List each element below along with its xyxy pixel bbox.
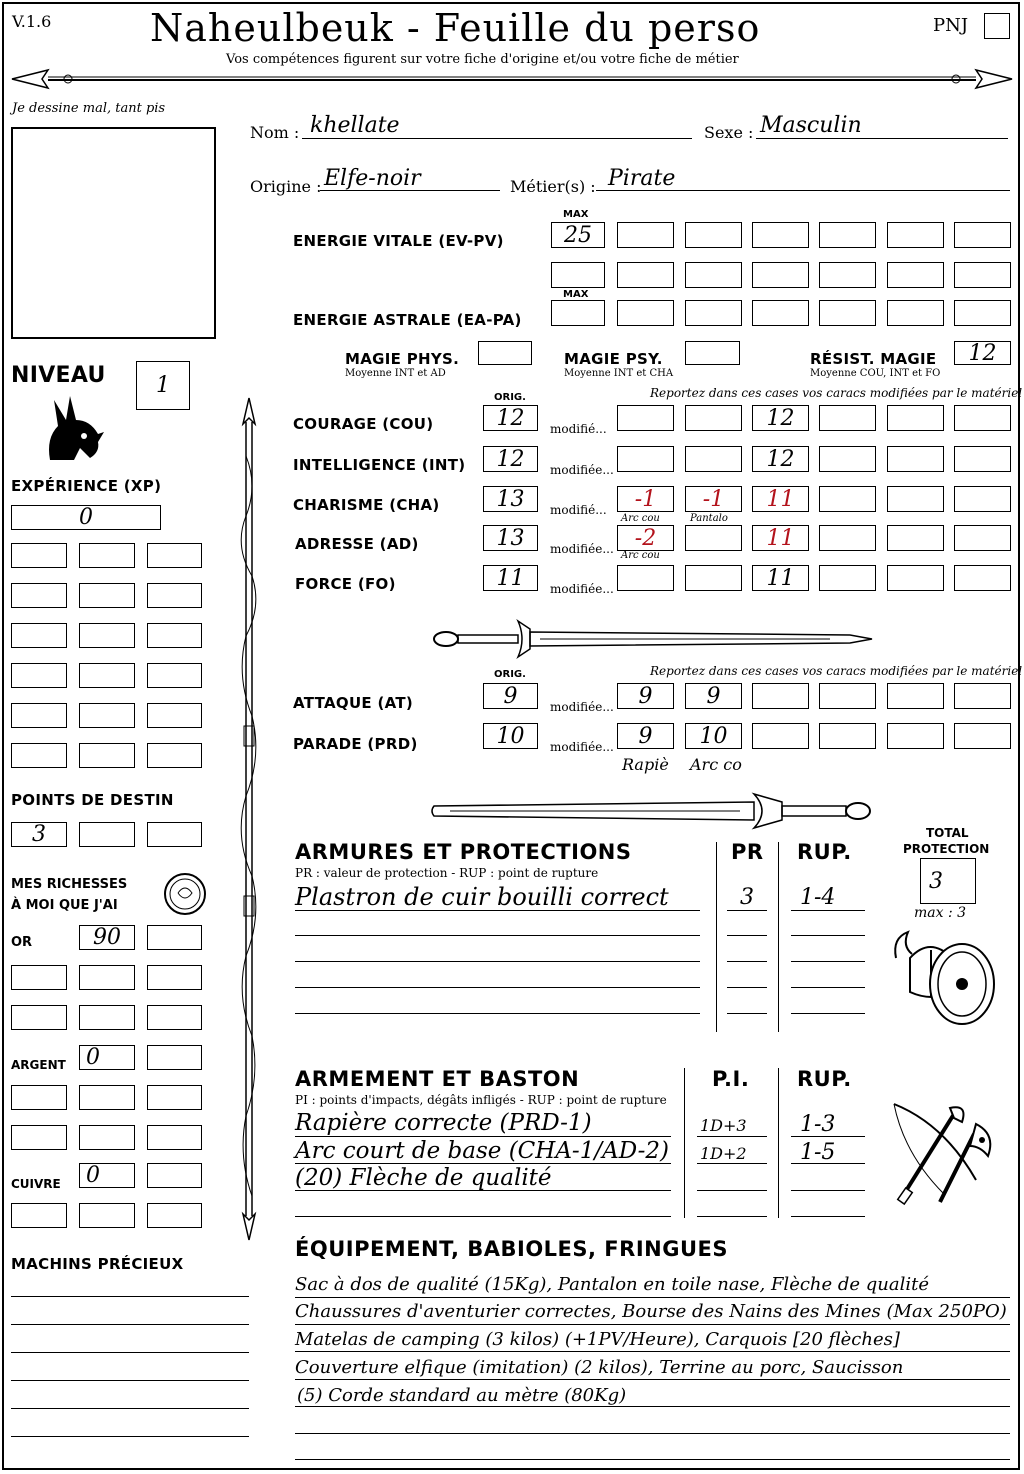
stat-mod-value bbox=[618, 447, 673, 471]
crossed-weapons-icon bbox=[884, 1094, 1000, 1212]
attaque-orig-value: 9 bbox=[503, 683, 518, 709]
combat-report-note: Reportez dans ces cases vos caracs modifiées par le matériel bbox=[650, 664, 1023, 678]
metier-label: Métier(s) : bbox=[510, 177, 596, 196]
armor-pr-line[interactable] bbox=[727, 961, 767, 962]
precieux-line[interactable] bbox=[11, 1380, 249, 1381]
machins-precieux-label: MACHINS PRÉCIEUX bbox=[11, 1255, 184, 1273]
xp-cell[interactable] bbox=[11, 543, 67, 568]
argent-value: 0 bbox=[86, 1045, 100, 1070]
parade-mod-value: 10 bbox=[699, 723, 728, 749]
stat-mod-note: Pantalo bbox=[690, 513, 728, 524]
armor-column-divider bbox=[778, 842, 779, 1032]
ev-box[interactable] bbox=[617, 262, 674, 288]
stat-orig-cou[interactable] bbox=[483, 405, 538, 431]
nom-label: Nom : bbox=[250, 123, 300, 142]
attaque-mod-box[interactable] bbox=[819, 683, 876, 709]
xp-cell[interactable] bbox=[79, 743, 135, 768]
sword-icon bbox=[430, 788, 874, 834]
xp-cell[interactable] bbox=[147, 743, 202, 768]
dragon-head-icon bbox=[40, 390, 106, 464]
weapon-rup-line[interactable] bbox=[791, 1216, 865, 1217]
xp-cell[interactable] bbox=[79, 703, 135, 728]
stat-mod-cell[interactable] bbox=[954, 565, 1011, 591]
argent-cell[interactable] bbox=[11, 1125, 67, 1150]
sword-icon bbox=[430, 615, 874, 661]
attaque-mod-box[interactable] bbox=[617, 683, 674, 709]
stat-mod-value: 11 bbox=[766, 525, 795, 551]
cuivre-cell[interactable] bbox=[11, 1203, 67, 1228]
richesses-label-2: À MOI QUE J'AI bbox=[11, 898, 118, 913]
stat-orig-value: 12 bbox=[496, 405, 525, 431]
stat-mod-int-3[interactable] bbox=[752, 446, 809, 472]
stat-mod-cell[interactable] bbox=[954, 405, 1011, 431]
equipment-line[interactable] bbox=[295, 1459, 1010, 1460]
stat-orig-value: 13 bbox=[496, 525, 525, 551]
attaque-mod-value: 9 bbox=[638, 683, 653, 709]
armor-title: ARMURES ET PROTECTIONS bbox=[295, 840, 632, 864]
ev-max-value: 25 bbox=[564, 222, 592, 248]
armor-item-name[interactable]: Plastron de cuir bouilli correct bbox=[295, 883, 669, 911]
portrait-box[interactable] bbox=[11, 127, 216, 339]
stat-orig-fo[interactable] bbox=[483, 565, 538, 591]
weapons-legend: PI : points d'impacts, dégâts infligés - RUP : point de rupture bbox=[295, 1093, 667, 1107]
parade-orig-value: 10 bbox=[496, 723, 525, 749]
parade-mod-box[interactable] bbox=[617, 723, 674, 749]
stat-mod-label: modifiée... bbox=[550, 463, 614, 477]
equipment-line[interactable] bbox=[295, 1433, 1010, 1434]
xp-cell[interactable] bbox=[147, 663, 202, 688]
ev-box[interactable] bbox=[954, 222, 1011, 248]
max-protection-note: max : 3 bbox=[914, 905, 967, 921]
stat-orig-value: 13 bbox=[496, 486, 525, 512]
xp-cell[interactable] bbox=[79, 623, 135, 648]
precieux-line[interactable] bbox=[11, 1408, 249, 1409]
armor-rup-line[interactable] bbox=[791, 935, 865, 936]
parade-mod-box[interactable] bbox=[887, 723, 944, 749]
stat-mod-value bbox=[618, 406, 673, 430]
stats-orig-label: ORIG. bbox=[494, 392, 526, 403]
cuivre-box[interactable] bbox=[79, 1163, 135, 1188]
weapons-column-divider bbox=[778, 1068, 779, 1218]
weapon-pi-line[interactable] bbox=[697, 1190, 767, 1191]
xp-cell[interactable] bbox=[11, 583, 67, 608]
stat-mod-cell[interactable] bbox=[819, 446, 876, 472]
armor-rup-header: RUP. bbox=[797, 840, 852, 864]
magie-psy-sub: Moyenne INT et CHA bbox=[564, 368, 674, 379]
weapon-line bbox=[295, 1136, 671, 1137]
destin-box[interactable] bbox=[79, 822, 135, 847]
stat-mod-value: -1 bbox=[702, 486, 725, 512]
resist-magie-label: RÉSIST. MAGIE bbox=[810, 350, 937, 368]
weapon-item-pi[interactable]: 1D+2 bbox=[700, 1144, 747, 1163]
parade-mod-box[interactable] bbox=[752, 723, 809, 749]
ev-box[interactable] bbox=[752, 262, 809, 288]
stat-mod-cou-2[interactable] bbox=[685, 405, 742, 431]
or-cell[interactable] bbox=[147, 1005, 202, 1030]
spear-divider-icon bbox=[8, 66, 1016, 94]
stat-mod-label: modifiée... bbox=[550, 582, 614, 596]
destin-label: POINTS DE DESTIN bbox=[11, 791, 174, 809]
stat-mod-value bbox=[618, 566, 673, 590]
version-label: V.1.6 bbox=[12, 12, 52, 31]
page-title: Naheulbeuk - Feuille du perso bbox=[150, 6, 761, 50]
stat-mod-value bbox=[686, 447, 741, 471]
magie-phys-value bbox=[479, 342, 531, 364]
armor-column-divider bbox=[716, 842, 717, 1032]
stat-mod-value bbox=[686, 406, 741, 430]
xp-value: 0 bbox=[79, 505, 93, 530]
stat-mod-cell[interactable] bbox=[819, 525, 876, 551]
armor-pr-line bbox=[727, 910, 767, 911]
ev-box[interactable] bbox=[887, 222, 944, 248]
xp-cell[interactable] bbox=[147, 623, 202, 648]
armor-line[interactable] bbox=[295, 987, 700, 988]
attaque-mod-box[interactable] bbox=[887, 683, 944, 709]
stat-mod-cha-1[interactable] bbox=[617, 486, 674, 512]
armor-line[interactable] bbox=[295, 961, 700, 962]
nom-value[interactable]: khellate bbox=[310, 113, 400, 138]
weapon-pi-line bbox=[697, 1163, 767, 1164]
sexe-value[interactable]: Masculin bbox=[760, 113, 862, 138]
or-value: 90 bbox=[93, 925, 121, 950]
stat-mod-label: modifié... bbox=[550, 503, 607, 517]
cuivre-cell[interactable] bbox=[79, 1203, 135, 1228]
equipment-line-text[interactable]: Sac à dos de qualité (15Kg), Pantalon en toile nase, Flèche de qualité bbox=[295, 1274, 930, 1295]
attaque-label: ATTAQUE (AT) bbox=[293, 694, 414, 712]
weapon-rup-line bbox=[791, 1163, 865, 1164]
portrait-caption: Je dessine mal, tant pis bbox=[12, 101, 166, 116]
pnj-checkbox[interactable] bbox=[984, 13, 1010, 39]
equipment-line bbox=[295, 1324, 1010, 1325]
stat-label-int: INTELLIGENCE (INT) bbox=[293, 456, 466, 474]
resist-magie-sub: Moyenne COU, INT et FO bbox=[810, 368, 941, 379]
cuivre-cell[interactable] bbox=[147, 1163, 202, 1188]
equipment-line-text[interactable]: Couverture elfique (imitation) (2 kilos), Terrine au porc, Saucisson bbox=[295, 1357, 904, 1378]
armor-pr-line[interactable] bbox=[727, 1013, 767, 1014]
ev-box[interactable] bbox=[685, 262, 742, 288]
cuivre-cell[interactable] bbox=[147, 1203, 202, 1228]
stat-mod-cha-2[interactable] bbox=[685, 486, 742, 512]
weapon-item-name[interactable]: (20) Flèche de qualité bbox=[295, 1165, 552, 1191]
weapon-item-rup[interactable]: 1-5 bbox=[800, 1140, 836, 1165]
spear-staff-icon bbox=[232, 396, 266, 1242]
argent-cell[interactable] bbox=[147, 1125, 202, 1150]
stat-mod-int-2[interactable] bbox=[685, 446, 742, 472]
total-protection-box[interactable] bbox=[920, 858, 976, 904]
destin-box[interactable] bbox=[11, 822, 67, 847]
attaque-mod-label: modifiée... bbox=[550, 700, 614, 714]
stat-mod-value: -2 bbox=[634, 525, 657, 551]
sexe-underline bbox=[756, 138, 1008, 139]
stats-report-note: Reportez dans ces cases vos caracs modifiées par le matériel bbox=[650, 386, 1023, 400]
xp-cell[interactable] bbox=[147, 703, 202, 728]
xp-cell[interactable] bbox=[79, 663, 135, 688]
armor-rup-line[interactable] bbox=[791, 961, 865, 962]
equipment-line bbox=[295, 1406, 1010, 1407]
xp-cell[interactable] bbox=[79, 543, 135, 568]
xp-label: EXPÉRIENCE (XP) bbox=[11, 477, 162, 495]
stat-mod-label: modifiée... bbox=[550, 542, 614, 556]
armor-item-rup[interactable]: 1-4 bbox=[800, 885, 836, 910]
combat-note: Rapiè bbox=[622, 755, 669, 774]
armor-line[interactable] bbox=[295, 935, 700, 936]
argent-cell[interactable] bbox=[147, 1085, 202, 1110]
attaque-orig-box[interactable] bbox=[483, 683, 538, 709]
argent-cell[interactable] bbox=[79, 1085, 135, 1110]
total-protection-label-2: PROTECTION bbox=[903, 842, 990, 856]
weapons-title: ARMEMENT ET BASTON bbox=[295, 1067, 580, 1091]
precieux-line[interactable] bbox=[11, 1352, 249, 1353]
ev-box[interactable] bbox=[887, 262, 944, 288]
stat-orig-value: 11 bbox=[496, 565, 525, 591]
armor-legend: PR : valeur de protection - RUP : point de rupture bbox=[295, 866, 599, 880]
stat-mod-ad-3[interactable] bbox=[752, 525, 809, 551]
or-cell[interactable] bbox=[11, 1005, 67, 1030]
weapon-rup-line bbox=[791, 1136, 865, 1137]
ea-max-label: MAX bbox=[563, 289, 589, 300]
attaque-mod-value: 9 bbox=[706, 683, 721, 709]
argent-cell[interactable] bbox=[79, 1125, 135, 1150]
precieux-line[interactable] bbox=[11, 1296, 249, 1297]
stat-mod-cell[interactable] bbox=[819, 486, 876, 512]
magie-phys-box[interactable] bbox=[478, 341, 532, 365]
origine-value[interactable]: Elfe-noir bbox=[324, 166, 421, 191]
weapon-rup-line[interactable] bbox=[791, 1190, 865, 1191]
stat-label-cou: COURAGE (COU) bbox=[293, 415, 434, 433]
stat-mod-note: Arc cou bbox=[621, 513, 660, 524]
destin-box[interactable] bbox=[147, 822, 202, 847]
ea-box[interactable] bbox=[752, 300, 809, 326]
equipment-line bbox=[295, 1379, 1010, 1380]
stat-mod-cell[interactable] bbox=[887, 525, 944, 551]
weapon-item-name[interactable]: Rapière correcte (PRD-1) bbox=[295, 1110, 592, 1136]
resist-magie-value: 12 bbox=[968, 340, 997, 366]
ev-box[interactable] bbox=[617, 222, 674, 248]
stat-mod-value: 12 bbox=[766, 405, 795, 431]
attaque-mod-box[interactable] bbox=[685, 683, 742, 709]
armor-rup-line bbox=[791, 910, 865, 911]
armor-pr-header: PR bbox=[731, 840, 764, 864]
armor-pr-line[interactable] bbox=[727, 987, 767, 988]
stat-label-cha: CHARISME (CHA) bbox=[293, 496, 440, 514]
weapon-item-rup[interactable]: 1-3 bbox=[800, 1112, 836, 1137]
equipment-line-text[interactable]: Chaussures d'aventurier correctes, Bourse des Nains des Mines (Max 250PO) bbox=[295, 1301, 1007, 1322]
equipment-line bbox=[295, 1297, 1010, 1298]
stat-mod-value: 11 bbox=[766, 486, 795, 512]
equipment-line-text[interactable]: Matelas de camping (3 kilos) (+1PV/Heure), Carquois [20 flèches] bbox=[295, 1329, 900, 1350]
stat-mod-value bbox=[686, 526, 741, 550]
richesses-label-1: MES RICHESSES bbox=[11, 877, 128, 892]
ev-box[interactable] bbox=[819, 262, 876, 288]
weapons-column-divider bbox=[684, 1068, 685, 1218]
weapon-line[interactable] bbox=[295, 1216, 671, 1217]
page-subtitle: Vos compétences figurent sur votre fiche d'origine et/ou votre fiche de métier bbox=[226, 52, 739, 67]
ea-box[interactable] bbox=[954, 300, 1011, 326]
helmet-shield-icon bbox=[890, 928, 1000, 1032]
weapon-pi-line bbox=[697, 1136, 767, 1137]
stat-mod-cell[interactable] bbox=[819, 565, 876, 591]
ev-label: ENERGIE VITALE (EV-PV) bbox=[293, 232, 504, 250]
xp-box[interactable] bbox=[11, 505, 161, 530]
or-box[interactable] bbox=[79, 925, 135, 950]
attaque-mod-box[interactable] bbox=[954, 683, 1011, 709]
armor-pr-line[interactable] bbox=[727, 935, 767, 936]
stat-mod-fo-1[interactable] bbox=[617, 565, 674, 591]
stat-mod-cell[interactable] bbox=[954, 486, 1011, 512]
stat-mod-cell[interactable] bbox=[887, 405, 944, 431]
ea-max-value bbox=[552, 301, 604, 325]
ea-box[interactable] bbox=[819, 300, 876, 326]
weapons-rup-header: RUP. bbox=[797, 1067, 852, 1091]
parade-mod-box[interactable] bbox=[819, 723, 876, 749]
or-cell[interactable] bbox=[79, 1005, 135, 1030]
armor-rup-line[interactable] bbox=[791, 987, 865, 988]
destin-value: 3 bbox=[32, 822, 46, 847]
combat-orig-label: ORIG. bbox=[494, 669, 526, 680]
equipment-title: ÉQUIPEMENT, BABIOLES, FRINGUES bbox=[295, 1237, 728, 1261]
origine-label: Origine : bbox=[250, 177, 322, 196]
stat-mod-fo-3[interactable] bbox=[752, 565, 809, 591]
xp-cell[interactable] bbox=[11, 623, 67, 648]
weapon-item-name[interactable]: Arc court de base (CHA-1/AD-2) bbox=[295, 1138, 669, 1164]
ea-box[interactable] bbox=[617, 300, 674, 326]
stat-mod-value: 11 bbox=[766, 565, 795, 591]
parade-mod-box[interactable] bbox=[954, 723, 1011, 749]
magie-phys-sub: Moyenne INT et AD bbox=[345, 368, 446, 379]
precieux-line[interactable] bbox=[11, 1436, 249, 1437]
ev-box[interactable] bbox=[685, 222, 742, 248]
sexe-label: Sexe : bbox=[704, 123, 754, 142]
cuivre-label: CUIVRE bbox=[11, 1177, 61, 1191]
argent-cell[interactable] bbox=[147, 1045, 202, 1070]
resist-magie-box[interactable] bbox=[954, 341, 1011, 365]
stat-orig-int[interactable] bbox=[483, 446, 538, 472]
xp-cell[interactable] bbox=[147, 583, 202, 608]
precieux-line[interactable] bbox=[11, 1324, 249, 1325]
magie-psy-label: MAGIE PSY. bbox=[564, 350, 663, 368]
armor-item-pr[interactable]: 3 bbox=[740, 885, 754, 910]
weapon-line[interactable] bbox=[295, 1190, 671, 1191]
weapon-item-pi[interactable]: 1D+3 bbox=[700, 1116, 747, 1135]
stat-mod-value: 12 bbox=[766, 446, 795, 472]
ev-max-label: MAX bbox=[563, 209, 589, 220]
stat-mod-cou-1[interactable] bbox=[617, 405, 674, 431]
weapon-pi-line[interactable] bbox=[697, 1216, 767, 1217]
stat-mod-cou-3[interactable] bbox=[752, 405, 809, 431]
ea-max-box[interactable] bbox=[551, 300, 605, 326]
stat-mod-cha-3[interactable] bbox=[752, 486, 809, 512]
stat-mod-note: Arc cou bbox=[621, 550, 660, 561]
stat-orig-value: 12 bbox=[496, 446, 525, 472]
ev-box[interactable] bbox=[819, 222, 876, 248]
combat-note: Arc co bbox=[690, 755, 742, 774]
parade-mod-value: 9 bbox=[638, 723, 653, 749]
xp-cell[interactable] bbox=[11, 663, 67, 688]
coin-icon bbox=[162, 871, 208, 917]
cuivre-value: 0 bbox=[86, 1163, 100, 1188]
stat-mod-cell[interactable] bbox=[819, 405, 876, 431]
argent-label: ARGENT bbox=[11, 1058, 66, 1072]
parade-mod-box[interactable] bbox=[685, 723, 742, 749]
stat-label-ad: ADRESSE (AD) bbox=[295, 535, 419, 553]
stat-label-fo: FORCE (FO) bbox=[295, 575, 396, 593]
stat-mod-cell[interactable] bbox=[887, 486, 944, 512]
ev-box[interactable] bbox=[752, 222, 809, 248]
or-label: OR bbox=[11, 935, 33, 950]
xp-cell[interactable] bbox=[11, 743, 67, 768]
parade-mod-label: modifiée... bbox=[550, 740, 614, 754]
ea-label: ENERGIE ASTRALE (EA-PA) bbox=[293, 311, 522, 329]
ev-max-box[interactable] bbox=[551, 222, 605, 248]
stat-mod-value: -1 bbox=[634, 486, 657, 512]
stat-mod-cell[interactable] bbox=[887, 446, 944, 472]
stat-mod-fo-2[interactable] bbox=[685, 565, 742, 591]
stat-mod-int-1[interactable] bbox=[617, 446, 674, 472]
equipment-line-text[interactable]: (5) Corde standard au mètre (80Kg) bbox=[297, 1385, 627, 1406]
pnj-label: PNJ bbox=[933, 15, 969, 36]
or-cell[interactable] bbox=[147, 925, 202, 950]
ea-box[interactable] bbox=[887, 300, 944, 326]
stat-mod-cell[interactable] bbox=[954, 525, 1011, 551]
or-cell[interactable] bbox=[11, 965, 67, 990]
stat-orig-cha[interactable] bbox=[483, 486, 538, 512]
parade-orig-box[interactable] bbox=[483, 723, 538, 749]
xp-cell[interactable] bbox=[147, 543, 202, 568]
attaque-mod-box[interactable] bbox=[752, 683, 809, 709]
magie-psy-value bbox=[686, 342, 739, 364]
argent-cell[interactable] bbox=[11, 1085, 67, 1110]
stat-mod-ad-1[interactable] bbox=[617, 525, 674, 551]
total-protection-label-1: TOTAL bbox=[926, 826, 969, 840]
stat-orig-ad[interactable] bbox=[483, 525, 538, 551]
weapons-pi-header: P.I. bbox=[712, 1067, 750, 1091]
stat-mod-cell[interactable] bbox=[954, 446, 1011, 472]
nom-underline bbox=[302, 138, 692, 139]
ev-box[interactable] bbox=[954, 262, 1011, 288]
niveau-value: 1 bbox=[156, 373, 170, 398]
weapon-line bbox=[295, 1163, 671, 1164]
or-cell[interactable] bbox=[147, 965, 202, 990]
magie-phys-label: MAGIE PHYS. bbox=[345, 350, 460, 368]
ev-box[interactable] bbox=[551, 262, 605, 288]
stat-mod-label: modifié... bbox=[550, 422, 607, 436]
niveau-label: NIVEAU bbox=[11, 363, 106, 388]
equipment-line bbox=[295, 1351, 1010, 1352]
parade-label: PARADE (PRD) bbox=[293, 735, 418, 753]
stat-mod-cell[interactable] bbox=[887, 565, 944, 591]
armor-line[interactable] bbox=[295, 1013, 700, 1014]
ea-box[interactable] bbox=[685, 300, 742, 326]
stat-mod-ad-2[interactable] bbox=[685, 525, 742, 551]
stat-mod-value bbox=[686, 566, 741, 590]
armor-line bbox=[295, 910, 700, 911]
xp-cell[interactable] bbox=[79, 583, 135, 608]
xp-cell[interactable] bbox=[11, 703, 67, 728]
argent-box[interactable] bbox=[79, 1045, 135, 1070]
armor-rup-line[interactable] bbox=[791, 1013, 865, 1014]
niveau-box[interactable] bbox=[136, 361, 190, 410]
or-cell[interactable] bbox=[79, 965, 135, 990]
metier-value[interactable]: Pirate bbox=[608, 166, 676, 191]
total-protection-value: 3 bbox=[929, 869, 943, 894]
magie-psy-box[interactable] bbox=[685, 341, 740, 365]
